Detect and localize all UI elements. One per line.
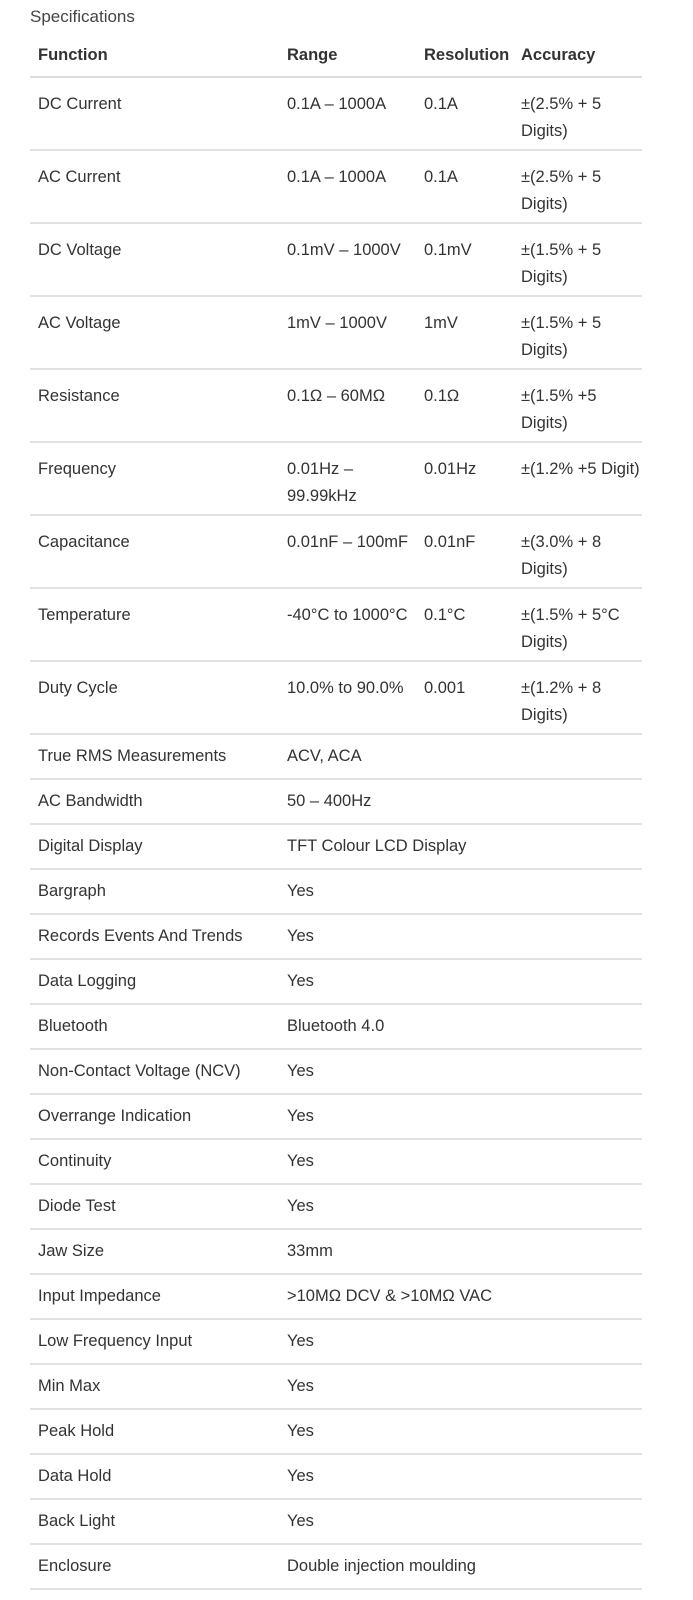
value-cell: Yes: [279, 959, 642, 1004]
accuracy-cell: ±(1.2% + 8 Digits): [513, 661, 642, 734]
value-cell: Bluetooth 4.0: [279, 1004, 642, 1049]
table-row: [30, 661, 642, 734]
table-row: [30, 296, 642, 369]
value-cell: 33mm: [279, 1229, 642, 1274]
table-header-row: [30, 34, 642, 77]
function-cell: AC Bandwidth: [30, 779, 279, 824]
function-cell: Capacitance: [30, 515, 279, 588]
accuracy-cell: ±(1.2% +5 Digit): [513, 442, 642, 515]
header-accuracy: Accuracy: [513, 34, 642, 77]
function-cell: AC Voltage: [30, 296, 279, 369]
table-row: [30, 779, 642, 824]
function-cell: Resistance: [30, 369, 279, 442]
value-cell: Yes: [279, 914, 642, 959]
function-cell: Temperature: [30, 588, 279, 661]
range-cell: 0.1A – 1000A: [279, 150, 416, 223]
range-cell: 0.01Hz – 99.99kHz: [279, 442, 416, 515]
function-cell: Bargraph: [30, 869, 279, 914]
function-cell: Bluetooth: [30, 1004, 279, 1049]
function-cell: Enclosure: [30, 1544, 279, 1589]
function-cell: Records Events And Trends: [30, 914, 279, 959]
accuracy-cell: ±(1.5% +5 Digits): [513, 369, 642, 442]
table-row: [30, 1094, 642, 1139]
function-cell: DC Current: [30, 77, 279, 150]
accuracy-cell: ±(1.5% + 5°C Digits): [513, 588, 642, 661]
value-cell: Yes: [279, 1184, 642, 1229]
header-function: Function: [30, 34, 279, 77]
value-cell: Yes: [279, 1454, 642, 1499]
value-cell: Yes: [279, 1094, 642, 1139]
table-row: [30, 442, 642, 515]
table-row: [30, 150, 642, 223]
table-row: [30, 1274, 642, 1319]
function-cell: Min Max: [30, 1364, 279, 1409]
accuracy-cell: ±(2.5% + 5 Digits): [513, 77, 642, 150]
accuracy-cell: ±(3.0% + 8 Digits): [513, 515, 642, 588]
table-row: [30, 369, 642, 442]
value-cell: Yes: [279, 1139, 642, 1184]
table-caption: Specifications: [30, 7, 135, 26]
value-cell: Yes: [279, 869, 642, 914]
table-row: [30, 1409, 642, 1454]
function-cell: Diode Test: [30, 1184, 279, 1229]
function-cell: Input Impedance: [30, 1274, 279, 1319]
table-row: [30, 1139, 642, 1184]
table-row: [30, 824, 642, 869]
function-cell: Jaw Size: [30, 1229, 279, 1274]
function-cell: Non-Contact Voltage (NCV): [30, 1049, 279, 1094]
function-cell: Low Frequency Input: [30, 1319, 279, 1364]
resolution-cell: 0.1mV: [416, 223, 513, 296]
function-cell: True RMS Measurements: [30, 734, 279, 779]
value-cell: Yes: [279, 1499, 642, 1544]
function-cell: AC Current: [30, 150, 279, 223]
resolution-cell: 0.001: [416, 661, 513, 734]
range-cell: 0.1Ω – 60MΩ: [279, 369, 416, 442]
table-body: [30, 77, 642, 1589]
value-cell: Double injection moulding: [279, 1544, 642, 1589]
table-row: [30, 1229, 642, 1274]
resolution-cell: 0.01Hz: [416, 442, 513, 515]
value-cell: >10MΩ DCV & >10MΩ VAC: [279, 1274, 642, 1319]
function-cell: Continuity: [30, 1139, 279, 1184]
table-row: [30, 914, 642, 959]
table-row: [30, 515, 642, 588]
function-cell: DC Voltage: [30, 223, 279, 296]
table-row: [30, 1499, 642, 1544]
range-cell: 10.0% to 90.0%: [279, 661, 416, 734]
range-cell: 1mV – 1000V: [279, 296, 416, 369]
accuracy-cell: ±(1.5% + 5 Digits): [513, 223, 642, 296]
resolution-cell: 0.1Ω: [416, 369, 513, 442]
value-cell: Yes: [279, 1364, 642, 1409]
range-cell: 0.01nF – 100mF: [279, 515, 416, 588]
resolution-cell: 0.1A: [416, 77, 513, 150]
table-row: [30, 1544, 642, 1589]
value-cell: TFT Colour LCD Display: [279, 824, 642, 869]
range-cell: 0.1mV – 1000V: [279, 223, 416, 296]
table-row: [30, 1319, 642, 1364]
table-row: [30, 1454, 642, 1499]
value-cell: Yes: [279, 1049, 642, 1094]
resolution-cell: 0.1A: [416, 150, 513, 223]
value-cell: ACV, ACA: [279, 734, 642, 779]
table-row: [30, 223, 642, 296]
table-row: [30, 77, 642, 150]
resolution-cell: 0.01nF: [416, 515, 513, 588]
table-row: [30, 588, 642, 661]
table-row: [30, 1004, 642, 1049]
function-cell: Duty Cycle: [30, 661, 279, 734]
value-cell: Yes: [279, 1409, 642, 1454]
value-cell: Yes: [279, 1319, 642, 1364]
function-cell: Data Hold: [30, 1454, 279, 1499]
specifications-table: [30, 34, 642, 1590]
table-row: [30, 869, 642, 914]
function-cell: Data Logging: [30, 959, 279, 1004]
resolution-cell: 0.1°C: [416, 588, 513, 661]
table-row: [30, 734, 642, 779]
accuracy-cell: ±(1.5% + 5 Digits): [513, 296, 642, 369]
value-cell: 50 – 400Hz: [279, 779, 642, 824]
function-cell: Overrange Indication: [30, 1094, 279, 1139]
accuracy-cell: ±(2.5% + 5 Digits): [513, 150, 642, 223]
function-cell: Peak Hold: [30, 1409, 279, 1454]
function-cell: Digital Display: [30, 824, 279, 869]
range-cell: 0.1A – 1000A: [279, 77, 416, 150]
range-cell: -40°C to 1000°C: [279, 588, 416, 661]
function-cell: Back Light: [30, 1499, 279, 1544]
table-row: [30, 1049, 642, 1094]
table-row: [30, 959, 642, 1004]
function-cell: Frequency: [30, 442, 279, 515]
resolution-cell: 1mV: [416, 296, 513, 369]
table-row: [30, 1364, 642, 1409]
header-range: Range: [279, 34, 416, 77]
table-row: [30, 1184, 642, 1229]
header-resolution: Resolution: [416, 34, 513, 77]
